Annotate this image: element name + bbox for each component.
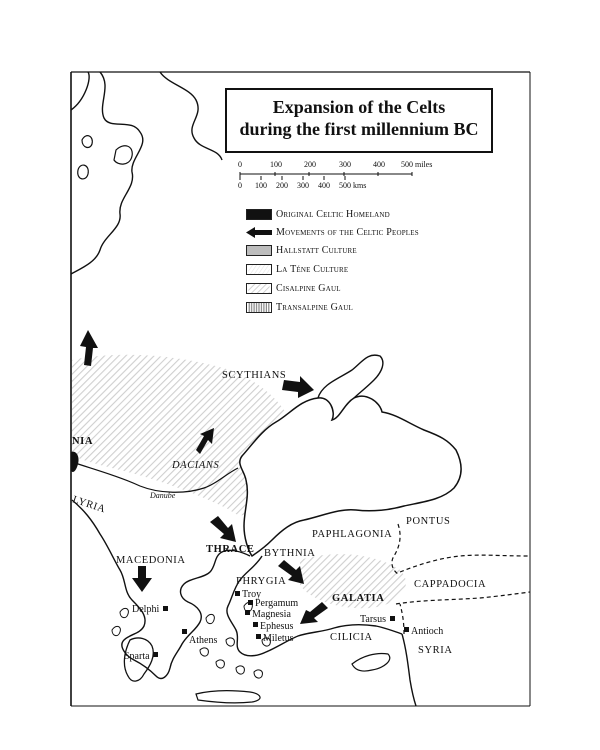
marker-troy [235, 591, 240, 596]
marker-tarsus [390, 616, 395, 621]
legend-label-la-tene: La Téne Culture [276, 263, 349, 275]
label-nia: NIA [72, 436, 94, 447]
border-pontus-cappadocia [400, 555, 530, 572]
border-galatia-cappadocia [396, 592, 530, 604]
scale-km-500: 500 kms [339, 181, 367, 190]
legend-item-cisalpine [246, 281, 341, 295]
cisalpine-swatch [246, 283, 272, 294]
label-troy: Troy [242, 589, 262, 600]
marker-pergamum [248, 600, 253, 605]
label-dacians: DACIANS [172, 460, 220, 471]
marker-miletus [256, 634, 261, 639]
homeland-swatch [246, 209, 272, 220]
legend-item-homeland [246, 207, 390, 221]
label-phrygia: PHRYGIA [236, 576, 287, 587]
scale-km-100: 100 [255, 181, 267, 190]
scale-mile-300: 300 [339, 160, 351, 169]
marker-antioch [404, 627, 409, 632]
label-ephesus: Ephesus [260, 621, 294, 632]
scale-km-200: 200 [276, 181, 288, 190]
scale-mile-400: 400 [373, 160, 385, 169]
border-cilicia-syria [400, 604, 404, 634]
arrow-to-ephesus [300, 602, 328, 624]
legend-item-transalpine [246, 300, 353, 314]
cyprus-island [352, 653, 390, 671]
label-pergamum: Pergamum [255, 598, 299, 609]
sea-of-azov-coast [318, 355, 383, 398]
label-miletus: Miletus [263, 633, 294, 644]
legend-label-movements: Movements of the Celtic Peoples [276, 226, 419, 238]
legend-label-hallstatt: Hallstatt Culture [276, 244, 357, 256]
label-danube: Danube [150, 491, 176, 500]
legend-label-homeland: Original Celtic Homeland [276, 208, 390, 220]
label-macedonia: MACEDONIA [116, 555, 186, 566]
island-north-3 [78, 165, 89, 179]
levant-coast [402, 634, 416, 706]
scale-mile-0: 0 [238, 160, 242, 169]
legend-item-movements [246, 225, 419, 239]
scale-mile-100: 100 [270, 160, 282, 169]
label-paphlagonia: PAPHLAGONIA [312, 529, 393, 540]
label-galatia: GALATIA [332, 593, 385, 604]
scale-mile-200: 200 [304, 160, 316, 169]
scale-km-300: 300 [297, 181, 309, 190]
label-sparta: Sparta [124, 651, 150, 662]
label-tarsus: Tarsus [360, 614, 386, 625]
label-pontus: PONTUS [406, 516, 451, 527]
legend-item-hallstatt [246, 243, 357, 257]
arrow-to-scythians [282, 376, 314, 398]
label-bythnia: BYTHNIA [264, 548, 316, 559]
crete-island [196, 691, 260, 703]
arrow-to-macedonia [132, 566, 152, 592]
marker-delphi [163, 606, 168, 611]
la-tene-swatch [246, 264, 272, 275]
marker-athens [182, 629, 187, 634]
transalpine-swatch [246, 302, 272, 313]
map-title-box [225, 88, 493, 153]
scale-km-400: 400 [318, 181, 330, 190]
label-magnesia: Magnesia [252, 609, 291, 620]
label-athens: Athens [189, 635, 218, 646]
marker-sparta [153, 652, 158, 657]
scale-km-0: 0 [238, 181, 242, 190]
marker-ephesus [253, 622, 258, 627]
island-north-1 [114, 146, 132, 164]
scale-mile-500: 500 miles [401, 160, 433, 169]
legend-label-transalpine: Transalpine Gaul [276, 301, 353, 313]
legend-item-la-tene [246, 262, 348, 276]
movement-arrow-icon [246, 227, 272, 238]
marker-magnesia [245, 610, 250, 615]
label-thrace: THRACE [206, 544, 255, 555]
coastline-north-2 [160, 72, 222, 160]
map-title-line-2: during the first millennium BC [239, 119, 479, 139]
label-syria: SYRIA [418, 645, 453, 656]
map-title-line-1: Expansion of the Celts [272, 97, 446, 117]
legend-label-cisalpine: Cisalpine Gaul [276, 282, 341, 294]
label-antioch: Antioch [411, 626, 444, 637]
label-illyria: LYRIA [71, 494, 107, 516]
label-delphi: Delphi [132, 604, 160, 615]
island-north-2 [82, 136, 92, 148]
scale-bar [238, 160, 432, 190]
coastline-north [71, 72, 143, 274]
hallstatt-swatch [246, 245, 272, 256]
label-scythians: SCYTHIANS [222, 370, 287, 381]
label-cilicia: CILICIA [330, 632, 373, 643]
label-cappadocia: CAPPADOCIA [414, 579, 487, 590]
arrow-to-thrace [210, 516, 236, 542]
